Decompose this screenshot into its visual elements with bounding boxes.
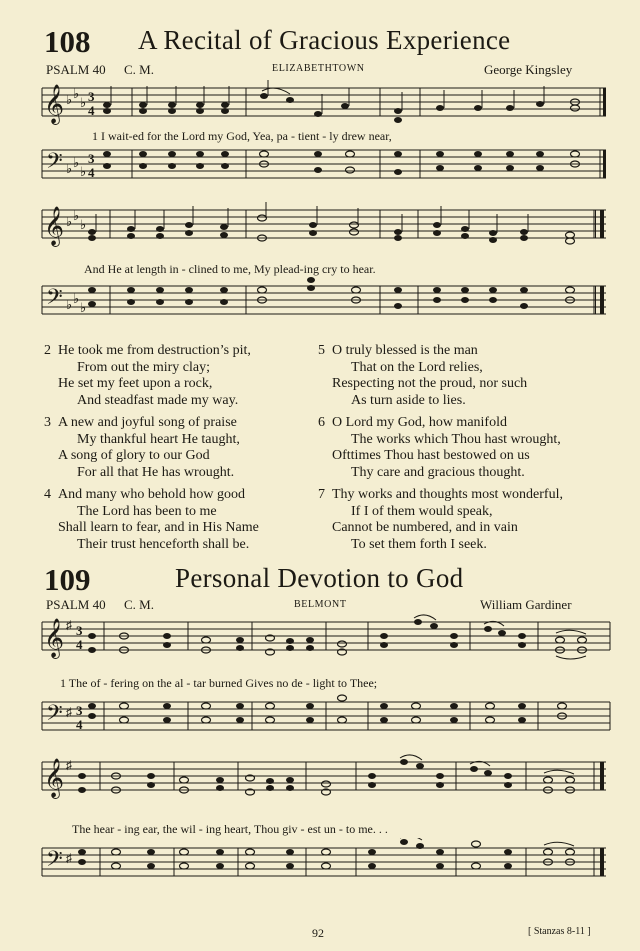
stanza <box>44 343 314 409</box>
psalm-reference: PSALM 40 <box>46 597 106 612</box>
stanza-line: My thankful heart He taught, <box>77 431 240 447</box>
stanza-line: And steadfast made my way. <box>77 392 239 408</box>
stanza-number: 5 <box>318 343 325 358</box>
svg-text:♭: ♭ <box>73 291 80 306</box>
bass-clef-icon: 𝄢 <box>46 285 63 315</box>
treble-staff <box>0 752 640 812</box>
lyric-line: 1 I wait-ed for the Lord my God, Yea, pa - tient - ly drew near, <box>92 129 392 143</box>
hymn-title: Personal Devotion to God <box>175 563 464 593</box>
stanza-line: Cannot be numbered, and in vain <box>332 520 518 535</box>
bass-clef-icon: 𝄢 <box>46 149 63 179</box>
lyric-line: 1 The of - fering on the al - tar burned Gives no de - light to Thee; <box>60 676 378 690</box>
page-number: 92 <box>312 926 324 940</box>
stanza-line: A song of glory to our God <box>58 448 210 463</box>
treble-clef-icon: 𝄞 <box>44 618 65 658</box>
svg-text:♭: ♭ <box>66 214 73 229</box>
stanza-line: As turn aside to lies. <box>351 392 466 408</box>
svg-text:♭: ♭ <box>73 86 80 101</box>
psalm-reference: PSALM 40 <box>46 62 106 77</box>
svg-text:4: 4 <box>88 103 95 118</box>
bass-clef-icon: 𝄢 <box>46 701 63 731</box>
stanza <box>318 415 614 481</box>
treble-staff <box>0 200 640 260</box>
stanza-number: 2 <box>44 343 51 358</box>
stanza-line: A new and joyful song of praise <box>58 415 237 430</box>
svg-text:♭: ♭ <box>66 297 73 312</box>
tune-name: ELIZABETHTOWN <box>272 63 365 74</box>
stanza-line: Shall learn to fear, and in His Name <box>58 520 259 535</box>
stanza-line: He set my feet upon a rock, <box>58 376 213 391</box>
stanza-line: Thy care and gracious thought. <box>351 464 525 480</box>
svg-text:3: 3 <box>76 623 83 638</box>
svg-text:3: 3 <box>88 89 95 104</box>
treble-clef-icon: 𝄞 <box>44 758 65 798</box>
meter: C. M. <box>124 597 154 612</box>
svg-text:♭: ♭ <box>80 217 87 232</box>
stanza-line: The Lord has been to me <box>77 503 217 519</box>
stanza <box>318 343 614 409</box>
meter: C. M. <box>124 62 154 77</box>
stanzas-left-column <box>44 343 314 553</box>
stanza-line: Their trust henceforth shall be. <box>77 536 250 552</box>
svg-text:♯: ♯ <box>66 618 72 632</box>
treble-clef-icon: 𝄞 <box>44 206 65 246</box>
bass-staff <box>0 692 640 752</box>
svg-text:4: 4 <box>76 717 83 732</box>
svg-text:3: 3 <box>88 151 95 166</box>
stanza-number: 7 <box>318 487 325 502</box>
stanza-line: That on the Lord relies, <box>351 359 483 375</box>
svg-text:♯: ♯ <box>66 851 72 865</box>
stanza-line: To set them forth I seek. <box>351 536 487 552</box>
lyric-line: And He at length in - clined to me, My plead-ing cry to hear. <box>84 262 376 276</box>
stanza <box>318 487 614 553</box>
stanzas-right-column <box>318 343 614 553</box>
stanza-number: 4 <box>44 487 51 502</box>
composer: William Gardiner <box>480 597 572 612</box>
treble-staff <box>0 612 640 672</box>
svg-text:♭: ♭ <box>66 92 73 107</box>
stanza-line: Thy works and thoughts most wonderful, <box>332 487 563 502</box>
stanza-line: If I of them would speak, <box>351 503 493 519</box>
stanza-line: Respecting not the proud, nor such <box>332 376 528 391</box>
svg-text:♯: ♯ <box>66 705 72 719</box>
svg-text:♭: ♭ <box>80 95 87 110</box>
svg-text:4: 4 <box>88 165 95 180</box>
stanzas-note: [ Stanzas 8-11 ] <box>528 926 591 937</box>
stanza-line: The works which Thou hast wrought, <box>351 431 561 447</box>
hymn-number: 109 <box>44 562 91 597</box>
lyric-line: The hear - ing ear, the wil - ing heart, Thou giv - est un - to me. . . <box>72 822 388 836</box>
stanza-number: 3 <box>44 415 51 430</box>
svg-text:4: 4 <box>76 637 83 652</box>
hymn-title: A Recital of Gracious Experience <box>138 25 511 55</box>
stanza <box>44 415 314 481</box>
svg-text:3: 3 <box>76 703 83 718</box>
bass-staff <box>0 838 640 898</box>
svg-text:♭: ♭ <box>73 208 80 223</box>
svg-text:♭: ♭ <box>80 164 87 179</box>
composer: George Kingsley <box>484 62 573 77</box>
bass-clef-icon: 𝄢 <box>46 847 63 877</box>
stanza-line: For all that He has wrought. <box>77 464 235 480</box>
svg-text:♯: ♯ <box>66 758 72 772</box>
stanza-line: He took me from destruction’s pit, <box>58 343 251 358</box>
bass-staff <box>0 140 640 200</box>
svg-text:♭: ♭ <box>66 161 73 176</box>
stanza <box>44 487 314 553</box>
bass-staff <box>0 276 640 336</box>
svg-text:♭: ♭ <box>73 155 80 170</box>
stanza-line: O truly blessed is the man <box>332 343 478 358</box>
stanza-line: O Lord my God, how manifold <box>332 415 507 430</box>
stanza-number: 6 <box>318 415 325 430</box>
stanza-line: Ofttimes Thou hast bestowed on us <box>332 448 530 463</box>
stanza-line: And many who behold how good <box>58 487 246 502</box>
tune-name: BELMONT <box>294 599 347 610</box>
svg-text:♭: ♭ <box>80 300 87 315</box>
treble-clef-icon: 𝄞 <box>44 84 65 124</box>
stanza-line: From out the miry clay; <box>77 359 210 375</box>
hymn-number: 108 <box>44 24 91 59</box>
